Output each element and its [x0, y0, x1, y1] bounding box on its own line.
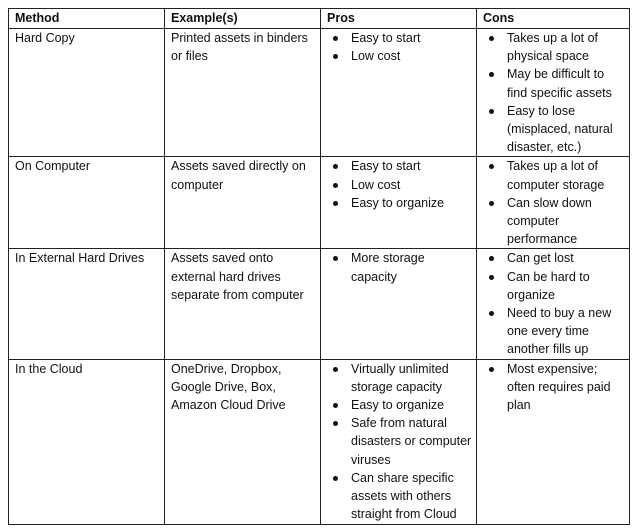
- list-item: [483, 304, 625, 359]
- list-item-text: Virtually unlimited storage capacity: [351, 361, 449, 394]
- list-item-text: Easy to lose (misplaced, natural disaster, etc.): [507, 103, 613, 155]
- list-item: [327, 157, 472, 175]
- list-item-text: Easy to organize: [351, 195, 445, 210]
- pros-list: [327, 157, 472, 212]
- list-item-text: Can get lost: [507, 251, 574, 266]
- bullet-icon: [333, 164, 338, 169]
- list-item-text: Easy to start: [351, 31, 421, 45]
- bullet-icon: [489, 201, 494, 206]
- examples-cell: OneDrive, Dropbox, Google Drive, Box, Amazon Cloud Drive: [165, 359, 321, 524]
- table-row-hard-copy: [9, 29, 630, 157]
- bullet-icon: [489, 367, 494, 372]
- bullet-icon: [489, 109, 494, 114]
- list-item-text: Takes up a lot of physical space: [507, 31, 599, 64]
- table-row-on-computer: [9, 157, 630, 249]
- bullet-icon: [489, 275, 494, 280]
- list-item: [483, 249, 625, 267]
- list-item: [327, 176, 472, 194]
- bullet-icon: [333, 201, 338, 206]
- list-item-text: Can share specific assets with others straight from Cloud: [351, 470, 457, 522]
- examples-cell: Assets saved onto external hard drives separate from computer: [165, 249, 321, 359]
- list-item-text: Most expensive; often requires paid plan: [507, 361, 611, 413]
- list-item: [483, 194, 625, 249]
- list-item-text: May be difficult to find specific assets: [507, 67, 612, 100]
- cons-cell: [477, 157, 630, 249]
- list-item: [327, 249, 472, 285]
- list-item: [327, 47, 472, 65]
- pros-list: [327, 29, 472, 65]
- list-item: [483, 268, 625, 304]
- list-item-text: Takes up a lot of computer storage: [507, 159, 605, 192]
- table-row-cloud: [9, 359, 630, 524]
- method-cell: In External Hard Drives: [9, 249, 165, 359]
- bullet-icon: [333, 54, 338, 59]
- bullet-icon: [489, 36, 494, 41]
- list-item: [327, 29, 472, 47]
- list-item: [327, 396, 472, 414]
- pros-cell: [321, 359, 477, 524]
- list-item: [483, 102, 625, 157]
- list-item-text: Low cost: [351, 49, 401, 64]
- header-method: Method: [9, 9, 165, 29]
- list-item: [483, 157, 625, 193]
- cons-cell: [477, 29, 630, 157]
- bullet-icon: [333, 256, 338, 261]
- list-item-text: Safe from natural disasters or computer viruses: [351, 416, 472, 467]
- bullet-icon: [333, 367, 338, 372]
- cons-list: [483, 29, 625, 156]
- list-item: [327, 469, 472, 524]
- list-item-text: Need to buy a new one every time another fills up: [507, 306, 612, 357]
- list-item: [483, 360, 625, 415]
- list-item: [483, 29, 625, 65]
- header-pros: Pros: [321, 9, 477, 29]
- list-item: [327, 194, 472, 212]
- bullet-icon: [333, 421, 338, 426]
- bullet-icon: [489, 256, 494, 261]
- bullet-icon: [333, 36, 338, 41]
- pros-list: [327, 249, 472, 285]
- list-item-text: Can be hard to organize: [507, 269, 590, 302]
- list-item-text: More storage capacity: [351, 251, 425, 284]
- pros-cell: [321, 29, 477, 157]
- cons-cell: [477, 249, 630, 359]
- list-item: [327, 360, 472, 396]
- cons-list: [483, 360, 625, 415]
- bullet-icon: [489, 72, 494, 77]
- list-item-text: Easy to start: [351, 159, 421, 174]
- list-item: [327, 414, 472, 469]
- examples-cell: Printed assets in binders or files: [165, 29, 321, 157]
- examples-cell: Assets saved directly on computer: [165, 157, 321, 249]
- bullet-icon: [333, 183, 338, 188]
- header-cons: Cons: [477, 9, 630, 29]
- cons-list: [483, 249, 625, 358]
- header-examples: Example(s): [165, 9, 321, 29]
- list-item-text: Can slow down computer performance: [507, 195, 592, 247]
- list-item-text: Easy to organize: [351, 398, 445, 413]
- cons-cell: [477, 359, 630, 524]
- list-item-text: Low cost: [351, 177, 401, 192]
- table-row-external-hard-drives: [9, 249, 630, 359]
- bullet-icon: [489, 164, 494, 169]
- header-row: [9, 9, 630, 29]
- pros-cell: [321, 249, 477, 359]
- list-item: [483, 65, 625, 101]
- pros-list: [327, 360, 472, 524]
- cons-list: [483, 157, 625, 248]
- pros-cell: [321, 157, 477, 249]
- method-cell: Hard Copy: [9, 29, 165, 157]
- method-cell: In the Cloud: [9, 359, 165, 524]
- bullet-icon: [333, 403, 338, 408]
- storage-methods-table: [8, 8, 630, 525]
- bullet-icon: [333, 476, 338, 481]
- method-cell: On Computer: [9, 157, 165, 249]
- bullet-icon: [489, 311, 494, 316]
